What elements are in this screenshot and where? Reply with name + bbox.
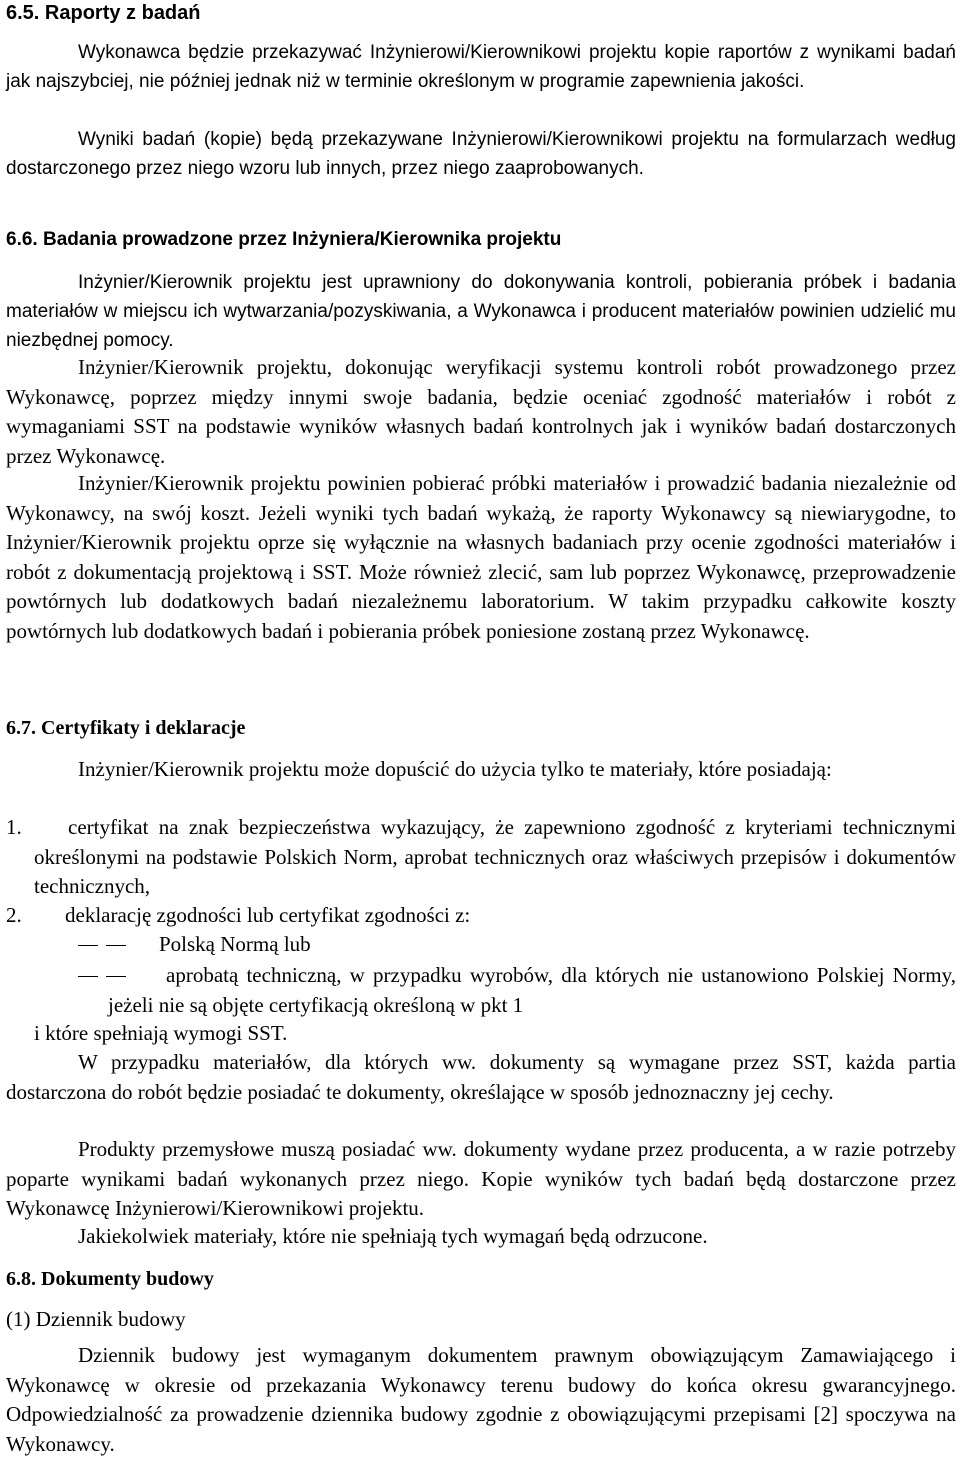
paragraph-text: Dziennik budowy jest wymaganym dokumentem prawnym obowiązującym Zamawiającego i Wykonawcę w okresie od przekazania Wykonawcy terenu budowy do końca okresu gwarancyjnego. Odpowiedzialność za prowadzenie dziennika budowy zgodnie z obowiązującymi przepisami [2] spoczywa na Wykonawcy. <box>6 1343 956 1456</box>
paragraph-6-7-1 <box>6 1048 956 1107</box>
paragraph-6-5-1 <box>6 38 956 96</box>
paragraph-text: W przypadku materiałów, dla których ww. dokumenty są wymagane przez SST, każda partia dostarczona do robót będzie posiadać te dokumenty, określające w sposób jednoznaczny jej cechy. <box>6 1050 956 1104</box>
paragraph-text: Produkty przemysłowe muszą posiadać ww. dokumenty wydane przez producenta, a w razie potrzeby poparte wynikami badań wykonanych przez niego. Kopie wyników tych badań będą dostarczone przez Wykonawcę Inżynierowi/Kierownikowi projektu. <box>6 1137 956 1220</box>
paragraph-text: Inżynier/Kierownik projektu może dopuścić do użycia tylko te materiały, które posiadają: <box>78 757 832 781</box>
paragraph-text: Inżynier/Kierownik projektu, dokonując weryfikacji systemu kontroli robót prowadzonego przez Wykonawcę, poprzez między innymi swoje badania, będzie oceniać zgodność materiałów i robót z wymaganiami SST na podstawie wyników własnych badań kontrolnych jak i wyników badań dostarczonych przez Wykonawcę. <box>6 355 956 468</box>
paragraph-6-5-2 <box>6 125 956 183</box>
paragraph-text: Inżynier/Kierownik projektu powinien pobierać próbki materiałów i prowadzić badania niezależnie od Wykonawcy, na swój koszt. Jeżeli wyniki tych badań wykażą, że raporty Wykonawcy są niewiarygodne, to Inżynier/Kierownik projektu oprze się wyłącznie na własnych badaniach przy ocenie zgodności materiałów i robót z dokumentacją projektową i SST. Może również zlecić, sam lub poprzez Wykonawcę, przeprowadzenie powtórnych lub dodatkowych badań niezależnemu laboratorium. W takim przypadku całkowite koszty powtórnych lub dodatkowych badań i pobierania próbek poniesione zostaną przez Wykonawcę. <box>6 471 956 643</box>
paragraph-6-6-3 <box>6 469 956 646</box>
dash-marker-1 <box>78 945 98 946</box>
paragraph-text: Wyniki badań (kopie) będą przekazywane Inżynierowi/Kierownikowi projektu na formularzach według dostarczonego przez niego wzoru lub innych, przez niego zaaprobowanych. <box>6 129 956 179</box>
list-tail: i które spełniają wymogi SST. <box>34 1021 288 1045</box>
dash-item-1: Polską Normą lub <box>159 932 311 956</box>
paragraph-text: Inżynier/Kierownik projektu jest uprawniony do dokonywania kontroli, pobierania próbek i badania materiałów w miejscu ich wytwarzania/pozyskiwania, a Wykonawca i producent materiałów powinien udzielić mu niezbędnej pomocy. <box>6 272 956 351</box>
list-number-1: 1. <box>6 815 22 839</box>
dash-marker-2 <box>78 976 98 977</box>
subsection-heading-dziennik: (1) Dziennik budowy <box>6 1307 186 1331</box>
paragraph-6-8-1 <box>6 1341 956 1459</box>
list-item-1: certyfikat na znak bezpieczeństwa wykazujący, że zapewniono zgodność z kryteriami technicznymi określonymi na podstawie Polskich Norm, aprobat technicznych oraz właściwych przepisów i dokumentów technicznych, <box>34 815 956 898</box>
paragraph-6-7-3 <box>6 1222 956 1252</box>
section-heading-6-7: 6.7. Certyfikaty i deklaracje <box>6 717 246 739</box>
paragraph-6-7-2 <box>6 1135 956 1224</box>
list-item-2: deklarację zgodności lub certyfikat zgodności z: <box>65 903 471 927</box>
section-heading-6-6: 6.6. Badania prowadzone przez Inżyniera/Kierownika projektu <box>6 229 562 250</box>
list-number-2: 2. <box>6 903 22 927</box>
paragraph-6-6-1 <box>6 268 956 355</box>
section-heading-6-5: 6.5. Raporty z badań <box>6 2 201 24</box>
paragraph-6-6-2 <box>6 353 956 471</box>
paragraph-text: Jakiekolwiek materiały, które nie spełniają tych wymagań będą odrzucone. <box>78 1224 708 1248</box>
dash-marker-1b <box>106 945 126 946</box>
section-heading-6-8: 6.8. Dokumenty budowy <box>6 1268 214 1290</box>
paragraph-6-7-intro <box>6 755 956 785</box>
dash-item-2: aprobatą techniczną, w przypadku wyrobów, dla których nie ustanowiono Polskiej Normy, jeżeli nie są objęte certyfikacją określoną w pkt 1 <box>108 963 956 1017</box>
paragraph-text: Wykonawca będzie przekazywać Inżynierowi/Kierownikowi projektu kopie raportów z wynikami badań jak najszybciej, nie później jednak niż w terminie określonym w programie zapewnienia jakości. <box>6 42 956 92</box>
